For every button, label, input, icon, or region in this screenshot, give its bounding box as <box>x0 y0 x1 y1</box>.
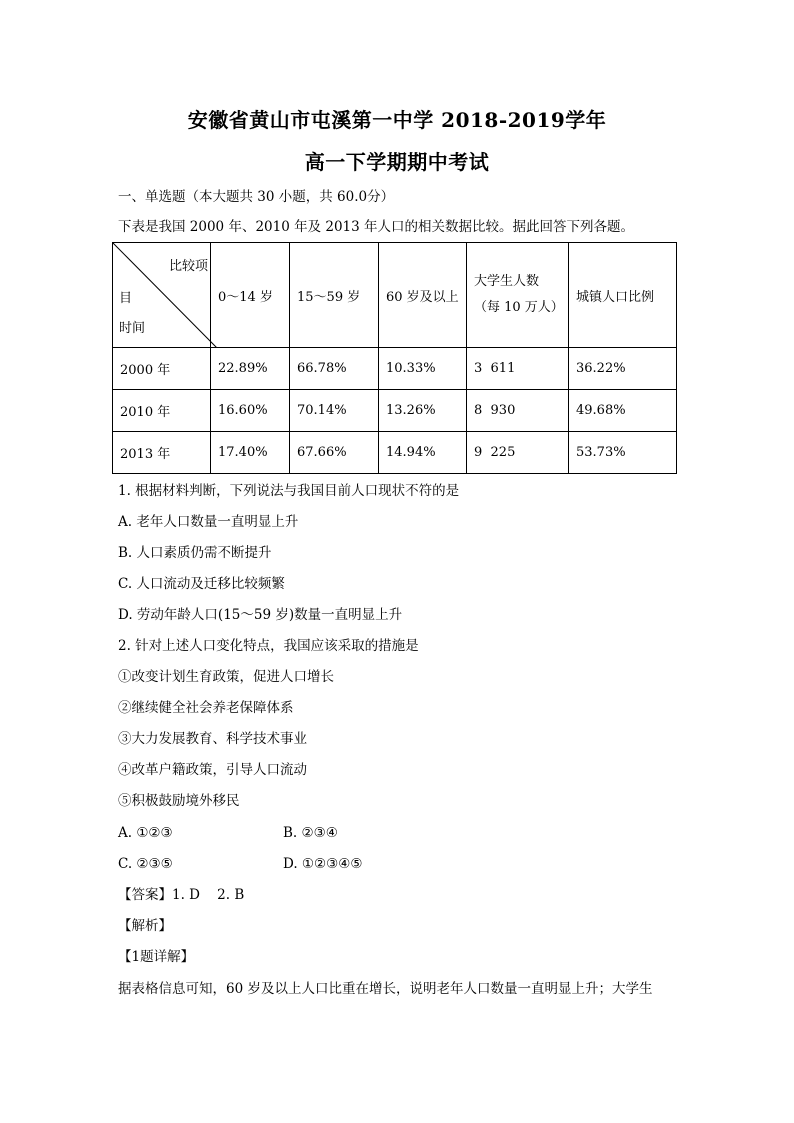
table-cell: 8 930 <box>467 390 569 432</box>
table-header-cell: 60 岁及以上 <box>379 243 467 348</box>
question-2-stem: 2. 针对上述人口变化特点，我国应该采取的措施是 <box>118 638 419 654</box>
question-2-item-2: ②继续健全社会养老保障体系 <box>118 700 294 716</box>
question-1-option-b: B. 人口素质仍需不断提升 <box>118 545 272 561</box>
question-2-item-4: ④改革户籍政策，引导人口流动 <box>118 762 307 778</box>
question-2-item-3: ③大力发展教育、科学技术事业 <box>118 731 307 747</box>
header-students-line1: 大学生人数 <box>474 274 540 289</box>
table-cell: 16.60% <box>211 390 290 432</box>
question-2-option-c: C. ②③⑤ <box>118 856 173 872</box>
question-2-option-b: B. ②③④ <box>283 825 338 841</box>
header-students-line2: （每 10 万人） <box>474 300 564 315</box>
corner-label-compare: 比较项 <box>169 259 209 274</box>
table-cell: 66.78% <box>290 348 379 390</box>
question-1-option-c: C. 人口流动及迁移比较频繁 <box>118 576 285 592</box>
table-cell-year: 2000 年 <box>113 348 211 390</box>
section-heading: 一、单选题（本大题共 30 小题，共 60.0分） <box>118 189 395 205</box>
table-cell: 10.33% <box>379 348 467 390</box>
intro-text: 下表是我国 2000 年、2010 年及 2013 年人口的相关数据比较。据此回答下列各题。 <box>118 219 635 235</box>
question-2-option-d: D. ①②③④⑤ <box>283 856 363 872</box>
table-cell: 67.66% <box>290 432 379 474</box>
corner-label-item: 目 <box>119 291 133 306</box>
document-title-line1: 安徽省黄山市屯溪第一中学 2018-2019学年 <box>187 108 607 132</box>
detail-text: 据表格信息可知，60 岁及以上人口比重在增长，说明老年人口数量一直明显上升；大学生 <box>118 981 653 997</box>
table-corner-cell <box>113 243 211 348</box>
question-1-stem: 1. 根据材料判断，下列说法与我国目前人口现状不符的是 <box>118 483 460 499</box>
table-header-row <box>113 243 677 348</box>
table-cell-year: 2010 年 <box>113 390 211 432</box>
table-cell: 9 225 <box>467 432 569 474</box>
table-cell: 22.89% <box>211 348 290 390</box>
table-row <box>113 432 677 474</box>
document-title-line2: 高一下学期期中考试 <box>304 150 490 174</box>
table-cell: 3 611 <box>467 348 569 390</box>
table-cell: 17.40% <box>211 432 290 474</box>
question-1-option-d: D. 劳动年龄人口(15～59 岁)数量一直明显上升 <box>118 607 403 623</box>
detail-heading: 【1题详解】 <box>118 949 195 965</box>
table-cell: 14.94% <box>379 432 467 474</box>
question-2-item-5: ⑤积极鼓励境外移民 <box>118 793 240 809</box>
table-header-cell: 15～59 岁 <box>290 243 379 348</box>
question-1-option-a: A. 老年人口数量一直明显上升 <box>118 514 299 530</box>
table-cell-year: 2013 年 <box>113 432 211 474</box>
table-cell: 49.68% <box>569 390 677 432</box>
table-row <box>113 348 677 390</box>
analysis-heading: 【解析】 <box>118 918 172 934</box>
population-table <box>112 242 677 474</box>
table-cell: 70.14% <box>290 390 379 432</box>
question-2-item-1: ①改变计划生育政策，促进人口增长 <box>118 669 334 685</box>
table-row <box>113 390 677 432</box>
table-cell: 36.22% <box>569 348 677 390</box>
question-2-option-a: A. ①②③ <box>118 825 173 841</box>
table-header-cell: 0～14 岁 <box>211 243 290 348</box>
corner-label-time: 时间 <box>119 321 146 336</box>
table-cell: 13.26% <box>379 390 467 432</box>
table-header-cell: 城镇人口比例 <box>569 243 677 348</box>
answer-line: 【答案】1. D 2. B <box>118 887 245 903</box>
table-cell: 53.73% <box>569 432 677 474</box>
table-header-cell <box>467 243 569 348</box>
